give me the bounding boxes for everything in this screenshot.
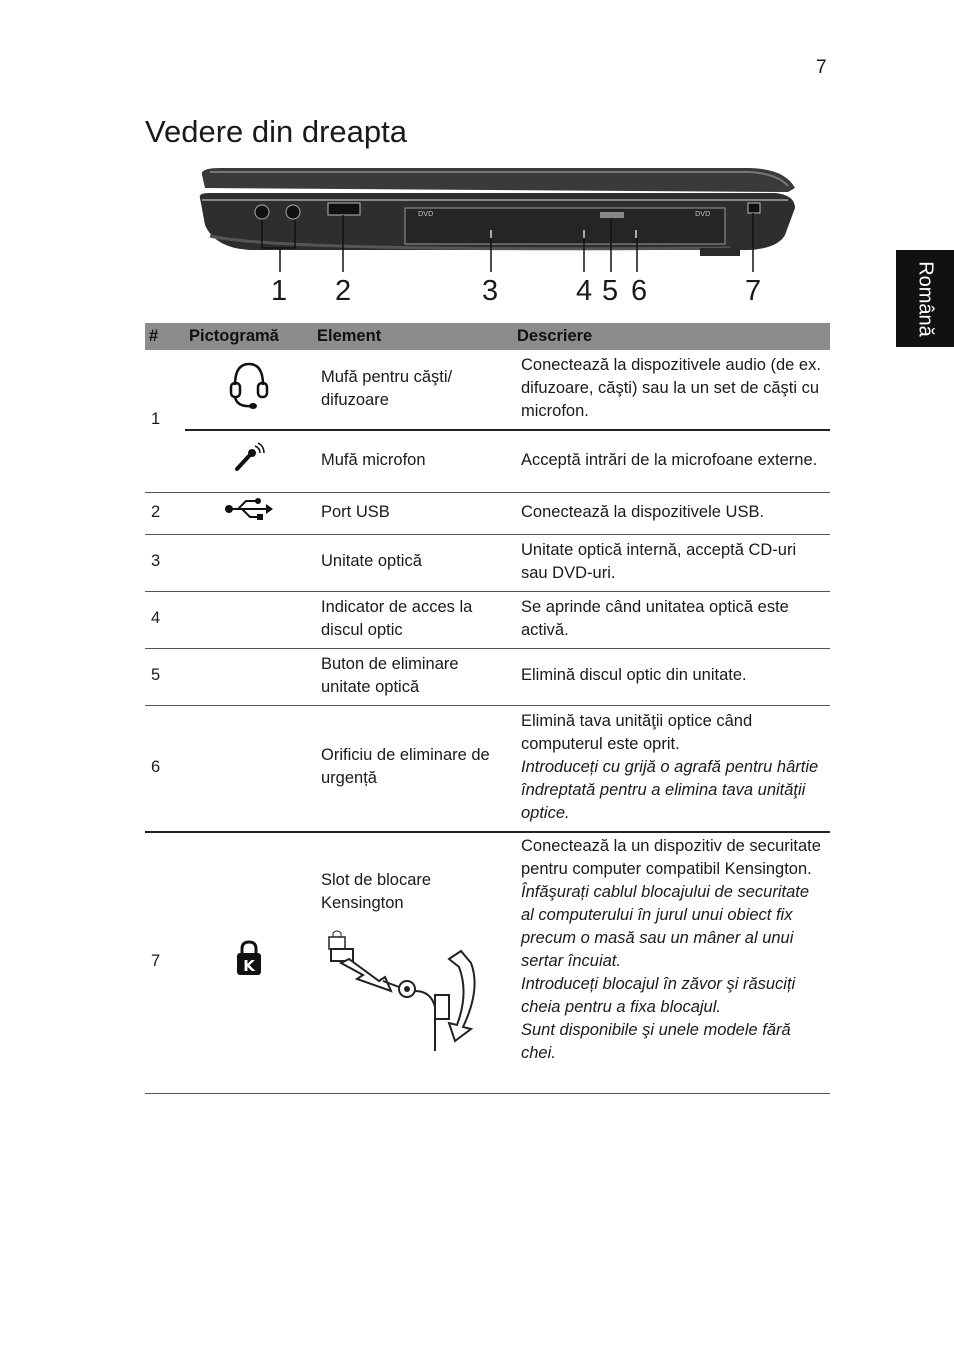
- table-row: [145, 648, 830, 705]
- element-description: Acceptă intrări de la microfoane externe.: [513, 430, 830, 492]
- empty-icon-cell: [185, 534, 313, 591]
- callout-3: 3: [482, 275, 499, 307]
- description-note: Introduceți blocajul în zăvor şi răsuciți cheia pentru a fixa blocajul.: [521, 974, 796, 1016]
- element-name: Mufă microfon: [313, 430, 513, 492]
- element-description: Unitate optică internă, acceptă CD-uri sau DVD-uri.: [513, 534, 830, 591]
- callout-2: 2: [335, 275, 352, 307]
- table-row: [145, 534, 830, 591]
- empty-icon-cell: [185, 705, 313, 832]
- element-name: Orificiu de eliminare de urgență: [313, 705, 513, 832]
- callout-7: 7: [745, 275, 762, 307]
- callout-6: 6: [631, 275, 648, 307]
- table-row: [145, 430, 830, 492]
- table-row: [145, 705, 830, 832]
- row-number: 1: [145, 350, 185, 492]
- headphones-icon: [185, 350, 313, 430]
- svg-text:K: K: [243, 957, 255, 976]
- callout-4: 4: [576, 275, 593, 307]
- description-note: Introduceți cu grijă o agrafă pentru hârtie îndreptată pentru a elimina tava unităţii optice.: [521, 757, 819, 822]
- header-description: Descriere: [513, 323, 830, 350]
- header-element: Element: [313, 323, 513, 350]
- language-tab-label: Română: [914, 260, 937, 337]
- row-number: 3: [145, 534, 185, 591]
- microphone-icon: [185, 430, 313, 492]
- empty-icon-cell: [185, 648, 313, 705]
- element-description: Elimină discul optic din unitate.: [513, 648, 830, 705]
- description-text: Elimină tava unităţii optice când computerul este oprit.: [521, 711, 753, 753]
- description-note: Sunt disponibile şi unele modele fără chei.: [521, 1020, 791, 1062]
- element-name: Unitate optică: [313, 534, 513, 591]
- svg-text:DVD: DVD: [695, 210, 711, 218]
- empty-icon-cell: [185, 591, 313, 648]
- ports-table: [145, 323, 830, 1094]
- description-text: Conectează la un dispozitiv de securitate pentru computer compatibil Kensington.: [521, 836, 821, 878]
- element-description: [513, 832, 830, 1094]
- element-name: Port USB: [313, 492, 513, 534]
- page-title: Vedere din dreapta: [145, 114, 407, 149]
- table-row: [145, 832, 830, 1094]
- element-description: [513, 705, 830, 832]
- row-number: 7: [145, 832, 185, 1094]
- lock-installation-illustration: [321, 929, 486, 1054]
- usb-icon: [185, 492, 313, 534]
- element-description: Se aprinde când unitatea optică este activă.: [513, 591, 830, 648]
- table-row: [145, 591, 830, 648]
- table-row: [145, 350, 830, 430]
- row-number: 2: [145, 492, 185, 534]
- laptop-right-side-illustration: [190, 160, 810, 275]
- page-number: 7: [816, 57, 827, 78]
- svg-text:DVD: DVD: [418, 210, 434, 218]
- row-number: 5: [145, 648, 185, 705]
- element-description: Conectează la dispozitivele audio (de ex. difuzoare, căşti) sau la un set de căşti cu microfon.: [513, 350, 830, 430]
- table-header-row: [145, 323, 830, 350]
- element-name: Mufă pentru căşti/ difuzoare: [313, 350, 513, 430]
- element-name: Buton de eliminare unitate optică: [313, 648, 513, 705]
- element-name: Indicator de acces la discul optic: [313, 591, 513, 648]
- description-note: Înfăşurați cablul blocajului de securitate al computerului în jurul unui obiect fix precum o masă sau un mâner al unui sertar încuiat.: [521, 882, 810, 970]
- row-number: 4: [145, 591, 185, 648]
- callout-1: 1: [271, 275, 288, 307]
- header-icon: Pictogramă: [185, 323, 313, 350]
- language-tab: [896, 250, 954, 347]
- element-description: Conectează la dispozitivele USB.: [513, 492, 830, 534]
- row-number: 6: [145, 705, 185, 832]
- callout-5: 5: [602, 275, 619, 307]
- kensington-lock-icon: [185, 832, 313, 1094]
- header-num: #: [145, 323, 185, 350]
- table-row: [145, 492, 830, 534]
- element-name: Slot de blocare Kensington: [321, 870, 432, 912]
